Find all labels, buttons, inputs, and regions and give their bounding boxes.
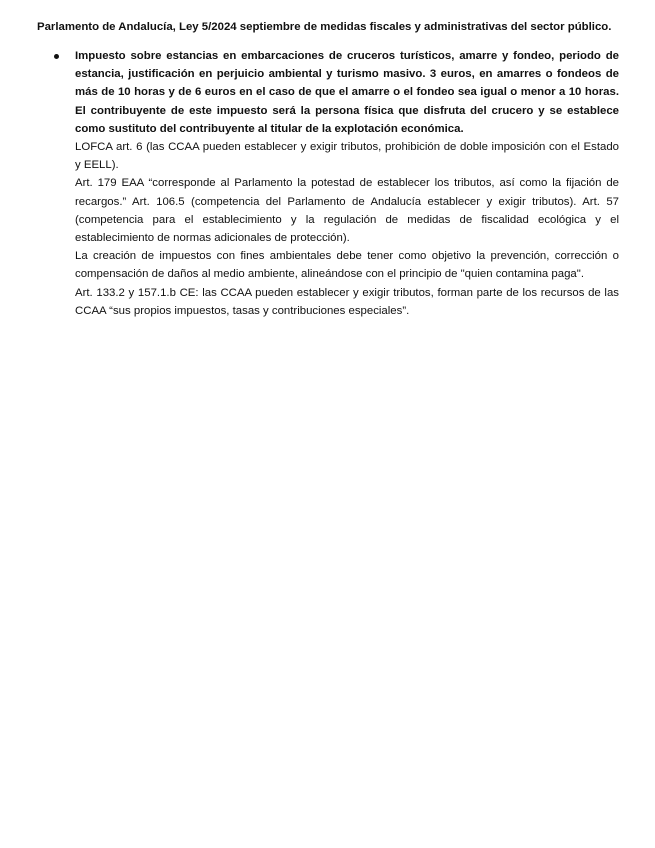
paragraph-eaa: Art. 179 EAA “corresponde al Parlamento la potestad de establecer los tributos, así como la fijación de recargos.” Art. 106.5 (competencia del Parlamento de Andalucía establecer y exigir tributos). Art. 57 (competencia para el establecimiento y la regulación de medidas de fiscalidad ecológica y el establecimiento de normas adicionales de protección). [75,177,619,245]
paragraph-environmental-taxes: La creación de impuestos con fines ambientales debe tener como objetivo la prevención, corrección o compensación de daños al medio ambiente, alineándose con el principio de "quien contamina paga". [75,250,619,281]
bullet-list [37,47,619,320]
document-title: Parlamento de Andalucía, Ley 5/2024 septiembre de medidas fiscales y administrativas del sector público. [37,21,612,33]
bullet-heading: Impuesto sobre estancias en embarcaciones de cruceros turísticos, amarre y fondeo, periodo de estancia, justificación en perjuicio ambiental y turismo masivo. 3 euros, en amarres o fondeos de más de 10 horas y de 6 euros en el caso de que el amarre o el fondeo sea igual o menor a 10 horas. El contribuyente de este impuesto será la persona física que disfruta del crucero y se establece como sustituto del contribuyente al titular de la explotación económica. [75,50,619,135]
document-page [37,18,619,320]
paragraph-constitution: Art. 133.2 y 157.1.b CE: las CCAA pueden establecer y exigir tributos, forman parte de los recursos de las CCAA “sus propios impuestos, tasas y contribuciones especiales”. [75,286,619,317]
bullet-item [37,47,619,320]
paragraph-lofca: LOFCA art. 6 (las CCAA pueden establecer y exigir tributos, prohibición de doble imposición con el Estado y EELL). [75,141,619,172]
bullet-icon [54,54,59,59]
